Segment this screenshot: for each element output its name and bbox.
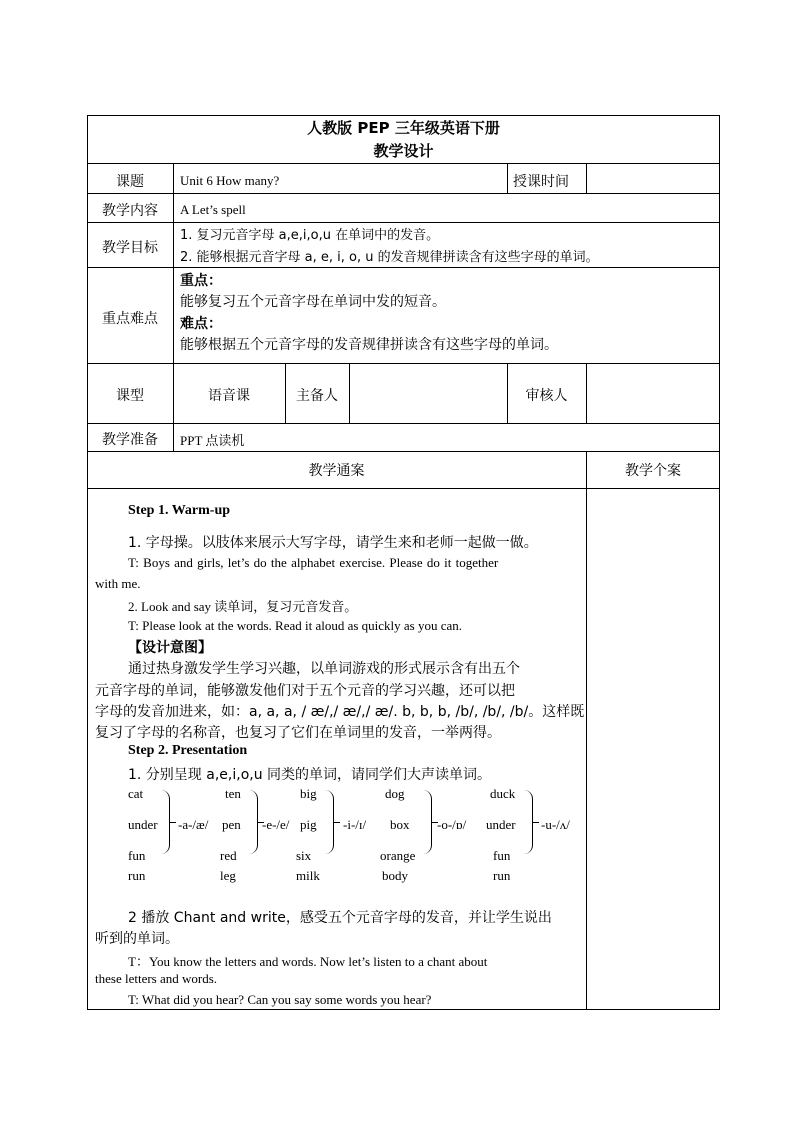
- step1-item2: 2. Look and say 读单词，复习元音发音。: [128, 599, 358, 614]
- word: big: [300, 786, 317, 801]
- word: orange: [380, 848, 416, 863]
- vowel-sound: -a-/æ/: [178, 817, 209, 832]
- word: milk: [296, 868, 320, 883]
- word: fun: [493, 848, 511, 863]
- design-intent-text: 通过热身激发学生学习兴趣，以单词游戏的形式展示含有出五个: [128, 661, 520, 677]
- word: red: [220, 848, 237, 863]
- column-divider: [349, 363, 350, 423]
- preparation-label: 教学准备: [102, 432, 158, 448]
- row-divider: [87, 222, 720, 223]
- difficult-point-title: 难点：: [180, 316, 222, 332]
- topic-label: 课题: [116, 174, 144, 190]
- teaching-time-label: 授课时间: [513, 174, 569, 190]
- step2-teacher-line: these letters and words.: [95, 971, 218, 986]
- word: ten: [225, 786, 241, 801]
- lesson-type-label: 课型: [116, 388, 144, 404]
- column-divider: [586, 363, 587, 423]
- key-point-title: 重点：: [180, 273, 222, 289]
- vowel-sound: -u-/ʌ/: [541, 817, 570, 832]
- step1-teacher-line: with me.: [95, 576, 141, 591]
- key-point-text: 能够复习五个元音字母在单词中发的短音。: [180, 294, 446, 310]
- brace: [423, 790, 432, 854]
- step1-title: Step 1. Warm-up: [128, 503, 231, 518]
- word: dog: [385, 786, 405, 801]
- word: pen: [222, 817, 241, 832]
- row-divider: [87, 267, 720, 268]
- brace: [249, 790, 258, 854]
- word: box: [390, 817, 410, 832]
- step2-item1: 1. 分别呈现 a,e,i,o,u 同类的单词，请同学们大声读单词。: [128, 767, 492, 783]
- goals-label: 教学目标: [102, 240, 158, 256]
- content-label: 教学内容: [102, 203, 158, 219]
- lesson-type-value: 语音课: [208, 388, 250, 404]
- brace: [524, 790, 533, 854]
- row-divider: [87, 488, 720, 489]
- design-intent-text: 复习了字母的名称音，也复习了它们在单词里的发音，一举两得。: [95, 725, 501, 741]
- document-subtitle: 教学设计: [373, 142, 434, 160]
- brace: [161, 790, 170, 854]
- document-title: 人教版 PEP 三年级英语下册: [307, 119, 500, 137]
- vowel-sound: -i-/ɪ/: [343, 817, 367, 832]
- step1-teacher-line: T: Boys and girls, let’s do the alphabet exercise. Please do it together: [128, 555, 499, 570]
- column-divider: [173, 163, 174, 451]
- column-divider: [586, 163, 587, 193]
- word: under: [486, 817, 516, 832]
- step1-teacher-line: T: Please look at the words. Read it aloud as quickly as you can.: [128, 618, 463, 633]
- row-divider: [87, 363, 720, 364]
- topic-value: Unit 6 How many?: [180, 173, 280, 188]
- common-plan-heading: 教学通案: [308, 463, 365, 479]
- step2-item2: 2 播放 Chant and write，感受五个元音字母的发音，并让学生说出: [128, 910, 552, 926]
- vowel-sound: -o-/ɒ/: [437, 817, 467, 832]
- step2-title: Step 2. Presentation: [128, 743, 248, 758]
- preparer-label: 主备人: [296, 388, 338, 404]
- step2-item2: 听到的单词。: [95, 931, 179, 947]
- word: under: [128, 817, 158, 832]
- word: six: [296, 848, 312, 863]
- content-value: A Let’s spell: [180, 202, 246, 217]
- column-divider: [586, 451, 587, 1010]
- vowel-sound: -e-/e/: [262, 817, 290, 832]
- word: body: [382, 868, 408, 883]
- row-divider: [87, 423, 720, 424]
- word: run: [493, 868, 511, 883]
- word: fun: [128, 848, 146, 863]
- design-intent-title: 【设计意图】: [128, 640, 212, 656]
- column-divider: [507, 163, 508, 193]
- word: cat: [128, 786, 144, 801]
- step2-teacher-line: T：You know the letters and words. Now let’s listen to a chant about: [128, 954, 488, 969]
- goal-item: 1. 复习元音字母 a,e,i,o,u 在单词中的发音。: [180, 228, 440, 243]
- preparation-value: PPT 点读机: [180, 433, 245, 448]
- individual-plan-heading: 教学个案: [625, 463, 681, 479]
- word: pig: [300, 817, 317, 832]
- word: leg: [220, 868, 236, 883]
- step2-teacher-line: T: What did you hear? Can you say some words you hear?: [128, 992, 432, 1007]
- row-divider: [87, 193, 720, 194]
- step1-item1: 1. 字母操。以肢体来展示大写字母，请学生来和老师一起做一做。: [128, 535, 538, 551]
- design-intent-text: 元音字母的单词，能够激发他们对于五个元音的学习兴趣，还可以把: [95, 683, 515, 699]
- goal-item: 2. 能够根据元音字母 a, e, i, o, u 的发音规律拼读含有这些字母的单词。: [180, 250, 599, 265]
- difficult-point-text: 能够根据五个元音字母的发音规律拼读含有这些字母的单词。: [180, 337, 558, 353]
- brace: [325, 790, 334, 854]
- word: duck: [490, 786, 516, 801]
- design-intent-text: 字母的发音加进来，如：a, a, a, / æ/,/ æ/,/ æ/. b, b, b, /b/, /b/, /b/。这样既: [95, 704, 585, 720]
- word: run: [128, 868, 146, 883]
- reviewer-label: 审核人: [525, 388, 568, 404]
- row-divider: [87, 163, 720, 164]
- keypoints-label: 重点难点: [102, 311, 158, 327]
- row-divider: [87, 451, 720, 452]
